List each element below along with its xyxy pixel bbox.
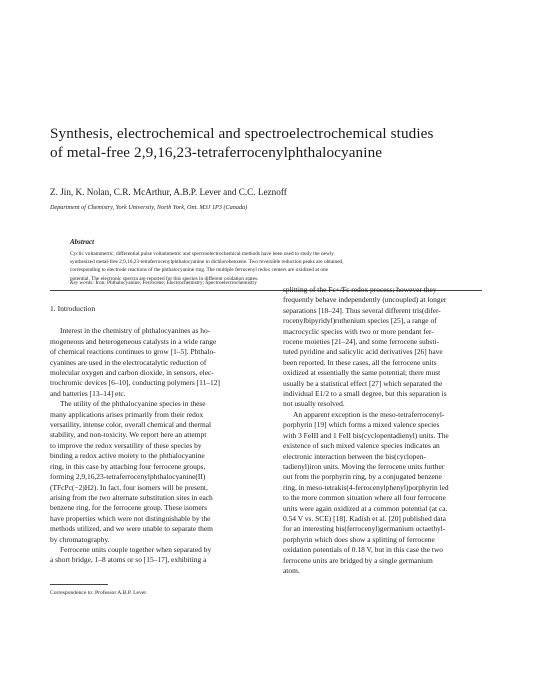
body-text-line: trochromic devices [6–10], conducting polymers [11–12]: [50, 378, 220, 388]
body-text-line: separations [18–24]. Thus several different tris(difer-: [283, 305, 441, 315]
body-text-line: electronic interaction between the bis(cyclopen-: [283, 451, 426, 461]
body-text-line: tuted pyridine and salicylic acid derivatives [26] have: [283, 347, 443, 357]
body-text-line: benzene ring, for the ferrocene group. These isomers: [50, 503, 208, 513]
body-text-line: binding a redox active moiety to the phthalocyanine: [50, 451, 205, 461]
body-text-line: The utility of the phthalocyanine species in these: [60, 399, 206, 409]
body-text-line: frequently behave independently (uncoupled) at longer: [283, 295, 447, 305]
body-text-line: Ferrocene units couple together when separated by: [60, 544, 212, 554]
body-text-line: mogeneous and heterogeneous catalysts in a wide range: [50, 336, 217, 346]
footnote-divider: [50, 584, 108, 585]
body-text-line: by chromatography.: [50, 534, 110, 544]
body-text-line: existence of such mixed valence species indicates an: [283, 441, 440, 451]
left-column-body: [50, 326, 252, 565]
body-text-line: with 3 FeIII and 1 FeII bis(cyclopentadienyl) units. The: [283, 430, 449, 440]
keywords-label: Key words:: [70, 280, 95, 286]
body-text-line: out from the porphyrin ring, by a conjugated benzene: [283, 472, 442, 482]
abstract-line: corresponding to electrode reactions of the phthalocyanine ring. The multiple ferrocenyl redox centers are oxidized at one: [70, 267, 329, 274]
abstract-body: [70, 250, 482, 283]
body-text-line: usually be a statistical effect [27] which separated the: [283, 378, 443, 388]
right-column-body: [283, 285, 485, 576]
body-text-line: have properties which were not distinguishable by the: [50, 513, 211, 523]
body-text-line: many applications arises primarily from their redox: [50, 409, 204, 419]
affiliation: Department of Chemistry, York University, North York, Ont. M3J 1P3 (Canada): [50, 204, 248, 211]
body-text-line: cyanines are used in the electrocatalytic reduction of: [50, 357, 207, 367]
body-text-line: atom.: [283, 565, 300, 575]
right-column: [283, 285, 485, 576]
body-text-line: and batteries [13–14] etc.: [50, 388, 126, 398]
body-text-line: macrocyclic species with two or more pendant fer-: [283, 326, 434, 336]
body-text-line: porphyrin [19] which forms a mixed valence species: [283, 420, 440, 430]
body-text-line: (TFcPc(−2)H2). In fact, four isomers will be present,: [50, 482, 208, 492]
body-text-line: individual E1/2 to a small degree, but this separation is: [283, 389, 447, 399]
abstract-line: potential. The electronic spectra are reported for this species in different oxidation states.: [70, 275, 259, 282]
author-list: Z. Jin, K. Nolan, C.R. McArthur, A.B.P. Lever and C.C. Leznoff: [50, 187, 287, 197]
body-text-line: splitting of the Fc+/Fc redox process; however they: [283, 285, 437, 294]
body-text-line: rocene moieties [21–24], and some ferrocene substi-: [283, 337, 439, 347]
keywords: [70, 280, 257, 286]
body-text-line: versatility, intense color, overall chemical and thermal: [50, 420, 212, 430]
body-text-line: for an interesting bis(ferrocenyl)germanium octaethyl-: [283, 524, 446, 534]
body-text-line: ferrocene units are bridged by a single germanium: [283, 555, 433, 565]
body-text-line: molecular oxygen and carbon dioxide, in sensors, elec-: [50, 368, 214, 378]
body-text-line: oxidation potentials of 0.18 V, but in this case the two: [283, 545, 444, 555]
body-text-line: units were again oxidized at a common potential (at ca.: [283, 503, 448, 513]
body-text-line: rocenylbipyridyl)ruthenium species [25], a range of: [283, 316, 437, 326]
body-text-line: forming 2,9,16,23-tetraferrocenylphthalocyanine(II): [50, 472, 206, 482]
body-text-line: ring, in meso-tetrakis(4-ferrocenylphenyl)porphyrin led: [283, 482, 449, 492]
section-heading-introduction: 1. Introduction: [50, 304, 96, 313]
abstract-heading: Abstract: [70, 238, 95, 246]
body-text-line: a short bridge, 1–8 atoms or so [15–17], exhibiting a: [50, 555, 207, 565]
title-line-1: Synthesis, electrochemical and spectroelectrochemical studies: [50, 125, 434, 142]
body-text-line: arising from the two alternate substitution sites in each: [50, 492, 213, 502]
left-column: [50, 304, 252, 566]
body-text-line: methods utilized, and we were unable to separate them: [50, 524, 213, 534]
footnote-correspondence: Correspondence to: Professor A.B.P. Lever.: [50, 590, 148, 596]
body-text-line: to improve the redox versatility of these species by: [50, 440, 202, 450]
body-text-line: stability, and non-toxicity. We report here an attempt: [50, 430, 207, 440]
body-text-line: oxidized at essentially the same potential; there must: [283, 368, 441, 378]
body-text-line: Interest in the chemistry of phthalocyanines as ho-: [60, 326, 211, 336]
body-text-line: An apparent exception is the meso-tetraferrocenyl-: [293, 409, 445, 419]
body-text-line: been reported. In these cases, all the ferrocene units: [283, 357, 437, 367]
body-text-line: ring, in this case by attaching four ferrocene groups,: [50, 461, 206, 471]
body-text-line: to the more common situation where all four ferrocene: [283, 493, 446, 503]
body-text-line: not usually resolved.: [283, 399, 345, 409]
body-text-line: 0.54 V vs. SCE) [18]. Kadish et al. [20] published data: [283, 513, 446, 523]
abstract-line: synthesized metal-free 2,9,16,23-tetraferrocenylphthalocyanine in dichlorobenzene. Two reversible reduction peaks are obtained,: [70, 259, 344, 266]
article-title: [50, 124, 490, 162]
body-text-line: tadienyl)iron units. Moving the ferrocene units further: [283, 461, 445, 471]
title-line-2: of metal-free 2,9,16,23-tetraferrocenylphthalocyanine: [50, 144, 383, 161]
abstract-line: Cyclic voltammetric, differential pulse voltammetric and spectroelectrochemical methods have been used to study the newly: [70, 251, 334, 257]
keywords-list: Iron; Phthalocyanine; Ferrocene; Electrochemistry; Spectroelectrochemistry: [94, 280, 257, 286]
body-text-line: of chemical reactions continues to grow [1–5]. Phthalo-: [50, 347, 216, 357]
body-text-line: porphyrin which does show a splitting of ferrocene: [283, 534, 435, 544]
